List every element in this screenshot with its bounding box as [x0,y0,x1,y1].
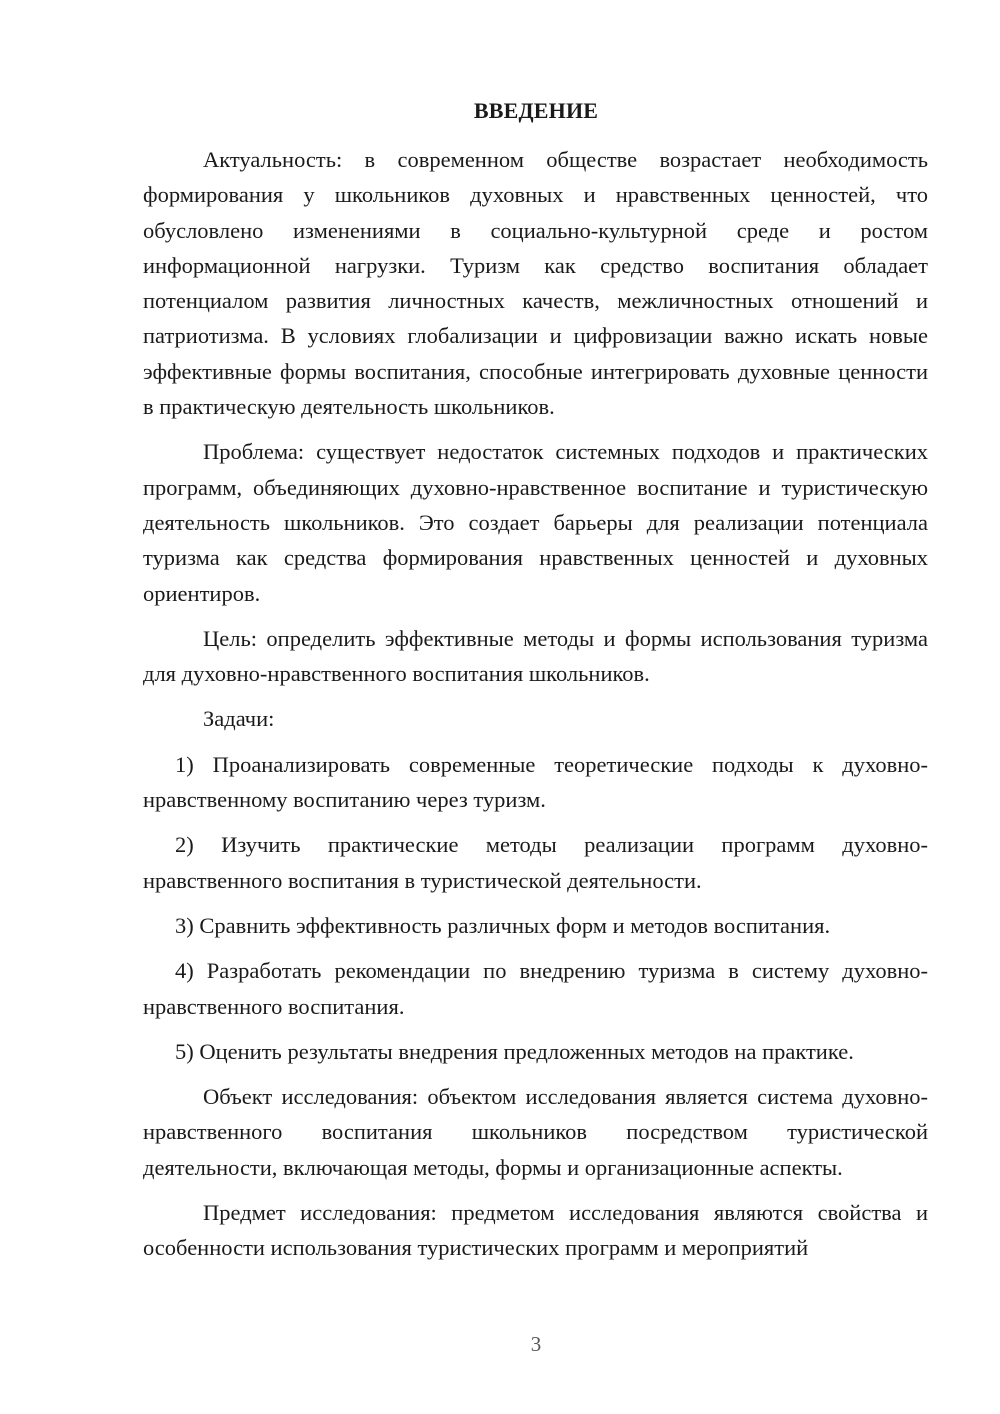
tasks-heading: Задачи: [203,706,275,732]
task-item: 2) Изучить практические методы реализации программ духовно-нравственного воспитания в туристической деятельности. [143,832,928,893]
page-number: 3 [530,1332,542,1356]
task-item: 1) Проанализировать современные теоретические подходы к духовно-нравственному воспитанию через туризм. [143,751,928,813]
task-item: 4) Разработать рекомендации по внедрению туризма в систему духовно-нравственного воспитания. [143,958,928,1019]
task-item: 5) Оценить результаты внедрения предложенных методов на практике. [175,1038,854,1064]
page-title: ВВЕДЕНИЕ [473,98,599,123]
paragraph-subject: Предмет исследования: предметом исследования являются свойства и особенности использования туристических программ и мероприятий [143,1200,928,1261]
task-item: 3) Сравнить эффективность различных форм и методов воспитания. [175,912,831,938]
paragraph-object: Объект исследования: объектом исследования является система духовно-нравственного воспитания школьников посредством туристической деятельности, включающая методы, формы и организационные аспекты. [143,1084,928,1180]
paragraph-goal: Цель: определить эффективные методы и формы использования туризма для духовно-нравственного воспитания школьников. [143,625,928,687]
document-body [143,142,928,1276]
paragraph-problem: Проблема: существует недостаток системных подходов и практических программ, объединяющих духовно-нравственное воспитание и туристическую деятельность школьников. Это создает барьеры для реализации потенциала туризма как средства формирования нравственных ценностей и духовных ориентиров. [143,439,928,606]
paragraph-relevance: Актуальность: в современном обществе возрастает необходимость формирования у школьников духовных и нравственных ценностей, что обусловлено изменениями в социально-культурной среде и ростом информационной нагрузки. Туризм как средство воспитания обладает потенциалом развития личностных качеств, межличностных отношений и патриотизма. В условиях глобализации и цифровизации важно искать новые эффективные формы воспитания, способные интегрировать духовные ценности в практическую деятельность школьников. [143,147,928,420]
